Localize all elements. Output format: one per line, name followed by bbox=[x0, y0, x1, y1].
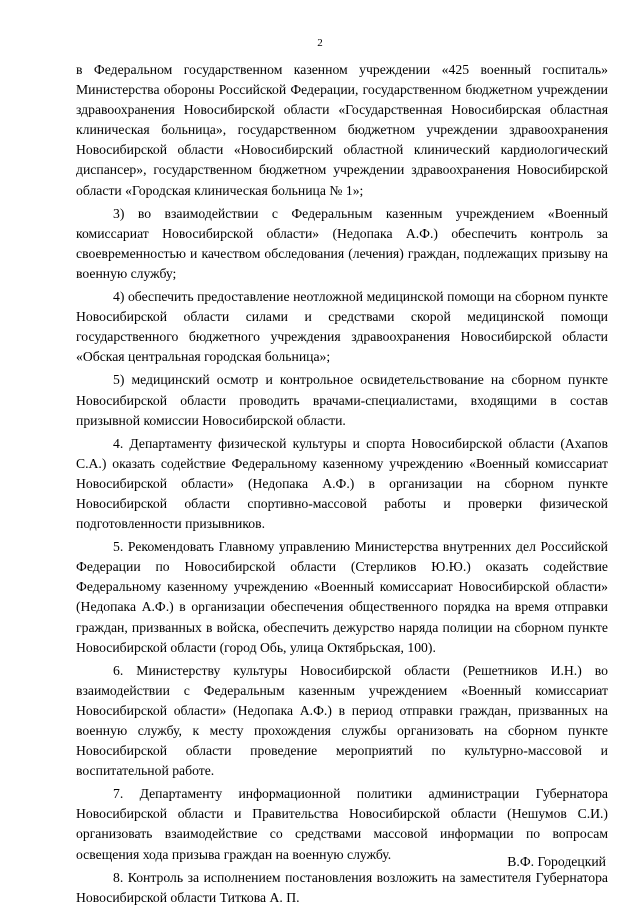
paragraph-clause-5: 5. Рекомендовать Главному управлению Министерства внутренних дел Российской Федерации по Новосибирской области (Стерликов Ю.Ю.) оказать содействие Федеральному казенному учреждению «Военный комиссариат Новосибирской области» (Недопака А.Ф.) в организации обеспечения общественного порядка на время отправки граждан, призванных в войска, обеспечить дежурство наряда полиции на сборном пункте Новосибирской области (город Обь, улица Октябрьская, 100). bbox=[76, 539, 608, 655]
paragraph-clause-7: 7. Департаменту информационной политики администрации Губернатора Новосибирской области и Правительства Новосибирской области (Нешумов С.И.) организовать взаимодействие со средствами массовой информации по вопросам освещения хода призыва граждан на военную службу. bbox=[76, 786, 608, 862]
document-body bbox=[76, 60, 608, 911]
paragraph-item-3: 3) во взаимодействии с Федеральным казенным учреждением «Военный комиссариат Новосибирской области» (Недопака А.Ф.) обеспечить контроль за своевременностью и качеством обследования (лечения) граждан, подлежащих призыву на военную службу; bbox=[76, 205, 608, 281]
paragraph-clause-8: 8. Контроль за исполнением постановления возложить на заместителя Губернатора Новосибирской области Титкова А. П. bbox=[76, 869, 608, 905]
page-number: 2 bbox=[317, 37, 323, 49]
paragraph-clause-6: 6. Министерству культуры Новосибирской области (Решетников И.Н.) во взаимодействии с Федеральным казенным учреждением «Военный комиссариат Новосибирской области» (Недопака А.Ф.) в период отправки граждан, призванных на военную службу, к месту прохождения службы организовать на сборном пункте Новосибирской области проведение мероприятий по культурно-массовой и воспитательной работе. bbox=[76, 662, 608, 779]
paragraph-item-5: 5) медицинский осмотр и контрольное освидетельствование на сборном пункте Новосибирской области проводить врачами-специалистами, входящими в состав призывной комиссии Новосибирской области. bbox=[76, 372, 608, 428]
paragraph-clause-4: 4. Департаменту физической культуры и спорта Новосибирской области (Ахапов С.А.) оказать содействие Федеральному казенному учреждению «Военный комиссариат Новосибирской области» (Недопака А.Ф.) в организации на сборном пункте Новосибирской области спортивно-массовой работы и проверки физической подготовленности призывников. bbox=[76, 435, 608, 532]
signature-name: В.Ф. Городецкий bbox=[507, 854, 606, 869]
paragraph-continuation: в Федеральном государственном казенном учреждении «425 военный госпиталь» Министерства обороны Российской Федерации, государственном бюджетном учреждении здравоохранения Новосибирской области «Государственная Новосибирская областная клиническая больница», государственном бюджетном учреждении здравоохранения Новосибирской области «Новосибирский областной клинический кардиологический диспансер», государственном бюджетном учреждении здравоохранения Новосибирской области «Городская клиническая больница № 1»; bbox=[76, 62, 608, 198]
paragraph-item-4: 4) обеспечить предоставление неотложной медицинской помощи на сборном пункте Новосибирской области силами и средствами скорой медицинской помощи государственного бюджетного учреждения здравоохранения Новосибирской области «Обская центральная городская больница»; bbox=[76, 289, 608, 365]
